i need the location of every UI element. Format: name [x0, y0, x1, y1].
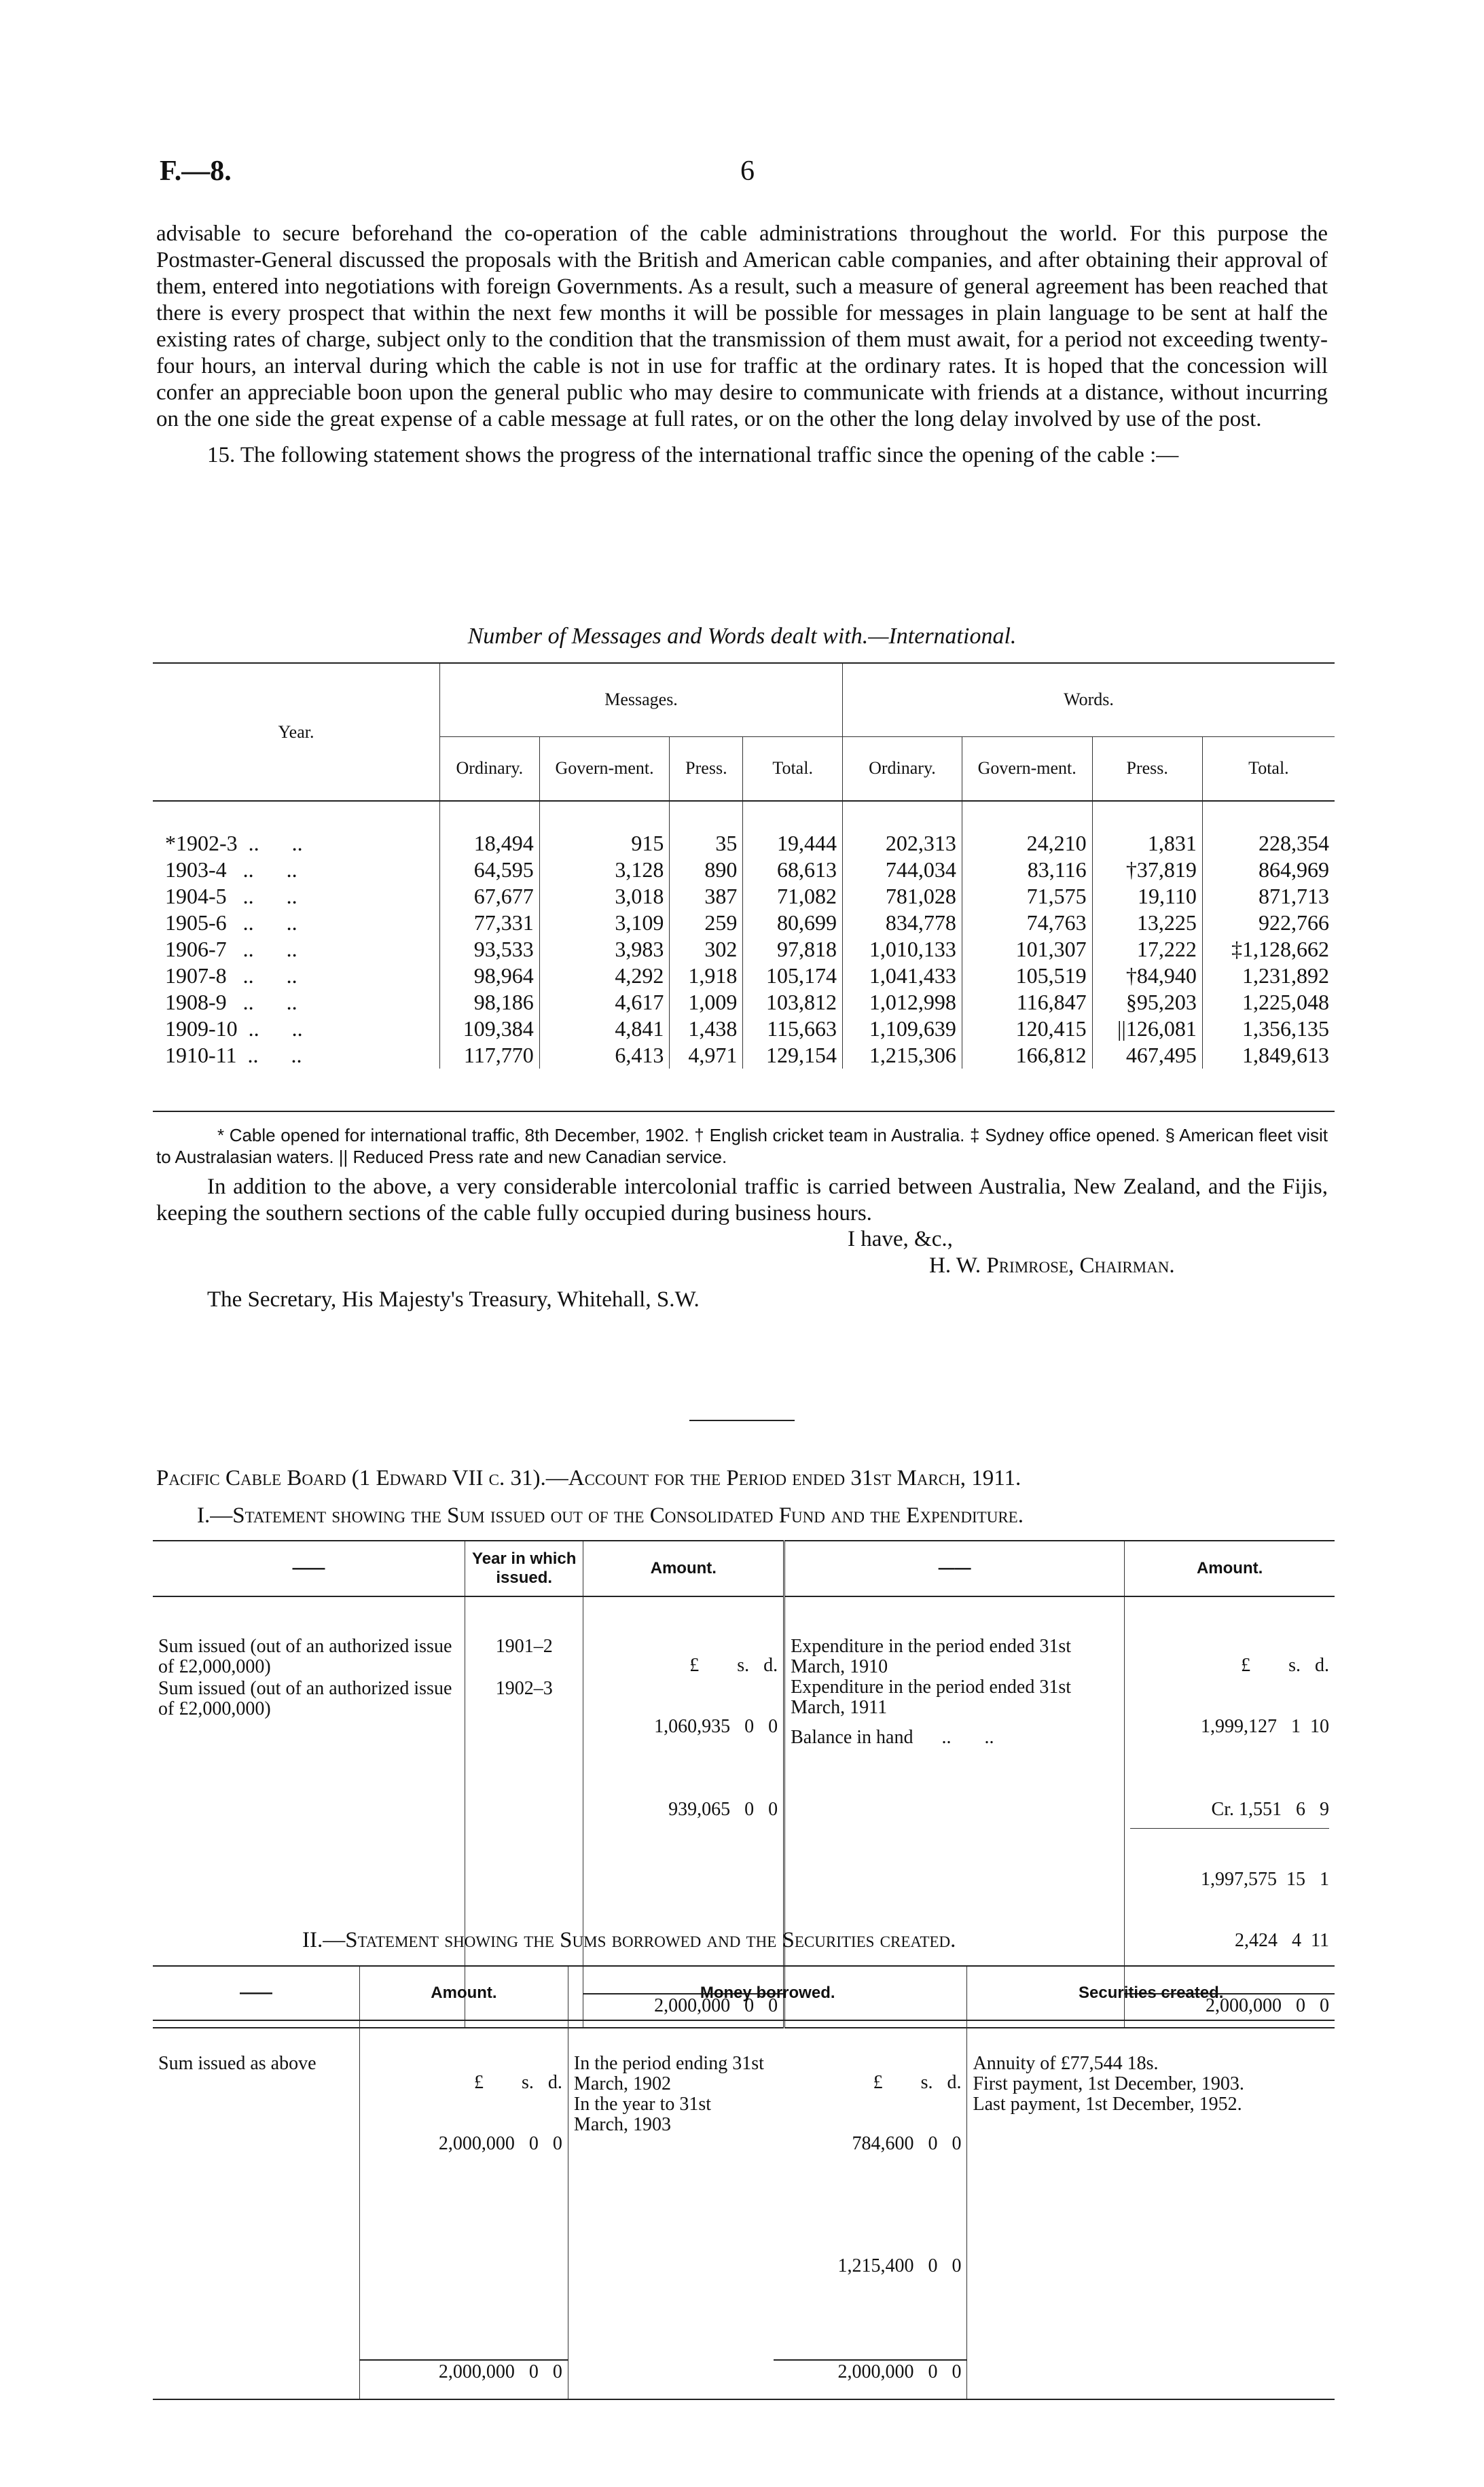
messages-cell: 1,009: [670, 989, 743, 1016]
words-cell: †37,819: [1092, 857, 1202, 883]
expenditure-amount: Cr. 1,551 6 9: [1130, 1800, 1329, 1829]
table-row: [153, 963, 1335, 989]
amount-header: Amount.: [359, 1966, 568, 2020]
issue-label: Sum issued (out of an authorized issue of £2,000,000): [158, 1636, 452, 1677]
words-cell: 834,778: [843, 910, 962, 936]
words-cell: 71,575: [962, 883, 1092, 910]
borrow-label: In the period ending 31st March, 1902: [573, 2053, 764, 2094]
table-caption: Number of Messages and Words dealt with.—International.: [467, 624, 1017, 649]
messages-cell: 35: [670, 801, 743, 857]
words-cell: 871,713: [1202, 883, 1335, 910]
messages-cell: 115,663: [743, 1016, 843, 1042]
words-cell: 781,028: [843, 883, 962, 910]
words-cell: 1,012,998: [843, 989, 962, 1016]
messages-cell: 4,292: [539, 963, 670, 989]
messages-cell: 1,438: [670, 1016, 743, 1042]
amount-header: Amount.: [1125, 1541, 1335, 1596]
messages-cell: 302: [670, 936, 743, 963]
table-bottom-rule: [153, 1111, 1335, 1112]
messages-cell: 71,082: [743, 883, 843, 910]
paragraph-continued: advisable to secure beforehand the co-operation of the cable administrations throughout the world. For this purpose the Postmaster-General discussed the proposals with the British and American cable companies, and after obtaining their approval of them, entered into negotiations with foreign Governments. As a result, such a measure of general agreement has been reached that there is every prospect that within the next few months it will be possible for messages in plain language to be sent at half the existing rates of charge, subject only to the condition that the transmission of them must await, for a period not exceeding twenty-four hours, an interval during which the cable is not in use for traffic at the ordinary rates. It is hoped that the concession will confer an appreciable boon upon the general public who may desire to communicate with friends at a distance, without incurring on the one side the great expense of a cable message at full rates, or on the other the long delay involved by use of the post.: [156, 221, 1328, 431]
table-row: [153, 910, 1335, 936]
messages-cell: 3,109: [539, 910, 670, 936]
issue-year: 1902–3: [495, 1678, 553, 1699]
statement-1-title: I.—Statement showing the Sum issued out of the Consolidated Fund and the Expenditure.: [197, 1503, 1024, 1528]
year-cell: 1908-9 .. ..: [165, 990, 297, 1014]
words-cell: †84,940: [1092, 963, 1202, 989]
page-number: 6: [740, 156, 755, 187]
table-row: [153, 1042, 1335, 1069]
year-cell: *1902-3 .. ..: [165, 831, 303, 855]
messages-cell: 3,128: [539, 857, 670, 883]
issue-amount: 939,065 0 0: [668, 1799, 778, 1820]
year-cell: 1910-11 .. ..: [165, 1043, 302, 1067]
subtotal-amount: 1,997,575 15 1: [1201, 1869, 1329, 1890]
addressee: The Secretary, His Majesty's Treasury, Whitehall, S.W.: [207, 1287, 700, 1312]
section-divider: [689, 1420, 795, 1421]
words-cell: 864,969: [1202, 857, 1335, 883]
borrow-amount: 1,215,400 0 0: [837, 2255, 962, 2276]
words-header: Words.: [843, 663, 1335, 736]
issue-year: 1901–2: [495, 1636, 553, 1657]
year-cell: 1903-4 .. ..: [165, 857, 297, 882]
words-cell: 83,116: [962, 857, 1092, 883]
sub-header: Govern-ment.: [962, 736, 1092, 801]
sub-header: Ordinary.: [440, 736, 540, 801]
words-cell: 24,210: [962, 801, 1092, 857]
sub-header: Total.: [743, 736, 843, 801]
right-total: 2,000,000 0 0: [1125, 1994, 1335, 2028]
row-label: Sum issued as above: [158, 2053, 316, 2074]
paragraph-15: 15. The following statement shows the progress of the international traffic since the opening of the cable :—: [207, 443, 1179, 467]
sub-header: Govern-ment.: [539, 736, 670, 801]
words-cell: ||126,081: [1092, 1016, 1202, 1042]
messages-cell: 4,841: [539, 1016, 670, 1042]
messages-cell: 4,617: [539, 989, 670, 1016]
words-cell: 1,215,306: [843, 1042, 962, 1069]
currency-header: £ s. d.: [689, 1655, 778, 1676]
messages-cell: 915: [539, 801, 670, 857]
i-have: I have, &c.,: [848, 1227, 953, 1251]
messages-header: Messages.: [440, 663, 843, 736]
words-cell: 17,222: [1092, 936, 1202, 963]
sub-header: Total.: [1202, 736, 1335, 801]
amount-header: Amount.: [583, 1541, 784, 1596]
table-row: [153, 936, 1335, 963]
table-row: [153, 989, 1335, 1016]
year-issued-header: Year in which issued.: [465, 1541, 583, 1596]
year-cell: 1909-10 .. ..: [165, 1016, 303, 1041]
words-cell: 1,831: [1092, 801, 1202, 857]
words-cell: 1,356,135: [1202, 1016, 1335, 1042]
year-cell: 1906-7 .. ..: [165, 937, 297, 961]
messages-cell: 3,018: [539, 883, 670, 910]
words-cell: 1,225,048: [1202, 989, 1335, 1016]
year-header: Year.: [278, 721, 314, 742]
dash-header: ——: [239, 1984, 272, 2002]
words-cell: 922,766: [1202, 910, 1335, 936]
borrow-label: In the year to 31st March, 1903: [573, 2094, 712, 2135]
words-cell: 166,812: [962, 1042, 1092, 1069]
securities-line: First payment, 1st December, 1903.: [973, 2073, 1244, 2094]
amount-value: 2,000,000 0 0: [438, 2133, 562, 2154]
expenditure-label: Expenditure in the period ended 31st March, 1910: [791, 1636, 1071, 1677]
international-traffic-table: [153, 662, 1335, 1069]
messages-cell: 1,918: [670, 963, 743, 989]
messages-cell: 103,812: [743, 989, 843, 1016]
balance-label: Balance in hand .. ..: [791, 1727, 994, 1748]
messages-cell: 97,818: [743, 936, 843, 963]
sub-header: Ordinary.: [843, 736, 962, 801]
expenditure-amount: 1,999,127 1 10: [1201, 1716, 1329, 1737]
words-cell: 202,313: [843, 801, 962, 857]
messages-cell: 129,154: [743, 1042, 843, 1069]
messages-cell: 77,331: [440, 910, 540, 936]
words-cell: 1,849,613: [1202, 1042, 1335, 1069]
statement-1-table: [153, 1540, 1335, 2028]
left-total: 2,000,000 0 0: [583, 1994, 784, 2028]
securities-line: Last payment, 1st December, 1952.: [973, 2094, 1242, 2115]
signature: H. W. Primrose, Chairman.: [929, 1253, 1175, 1278]
table-row: [153, 1016, 1335, 1042]
words-cell: ‡1,128,662: [1202, 936, 1335, 963]
currency-header: £ s. d.: [474, 2072, 562, 2093]
words-cell: 1,010,133: [843, 936, 962, 963]
expenditure-label: Expenditure in the period ended 31st March, 1911: [791, 1677, 1071, 1718]
messages-cell: 98,964: [440, 963, 540, 989]
messages-cell: 18,494: [440, 801, 540, 857]
dash-header: ——: [292, 1559, 325, 1577]
words-cell: 120,415: [962, 1016, 1092, 1042]
footnote-text: * Cable opened for international traffic, 8th December, 1902. † English cricket team in Australia. ‡ Sydney office opened. § American fleet visit to Australasian waters. || Reduced Press rate and new Canadian service.: [156, 1125, 1328, 1167]
money-borrowed-header: Money borrowed.: [568, 1966, 967, 2020]
words-cell: 1,231,892: [1202, 963, 1335, 989]
table-row: [153, 801, 1335, 857]
closing-text: In addition to the above, a very considerable intercolonial traffic is carried between Australia, New Zealand, and the Fijis, keeping the southern sections of the cable fully occupied during business hours.: [156, 1175, 1328, 1225]
year-cell: 1907-8 .. ..: [165, 963, 297, 988]
messages-cell: 387: [670, 883, 743, 910]
words-cell: 1,041,433: [843, 963, 962, 989]
borrow-amount: 784,600 0 0: [852, 2133, 962, 2154]
messages-cell: 6,413: [539, 1042, 670, 1069]
issue-amount: 1,060,935 0 0: [654, 1716, 778, 1737]
messages-cell: 3,983: [539, 936, 670, 963]
messages-cell: 4,971: [670, 1042, 743, 1069]
year-cell: 1904-5 .. ..: [165, 884, 297, 908]
words-cell: 74,763: [962, 910, 1092, 936]
messages-cell: 117,770: [440, 1042, 540, 1069]
sub-header: Press.: [670, 736, 743, 801]
footnote: [156, 1124, 1328, 1168]
intro-paragraph: [156, 221, 1328, 469]
document-reference: F.—8.: [160, 156, 232, 187]
balance-amount: 2,424 4 11: [1235, 1930, 1329, 1951]
messages-cell: 67,677: [440, 883, 540, 910]
currency-header: £ s. d.: [1241, 1655, 1329, 1676]
words-cell: 105,519: [962, 963, 1092, 989]
issue-label: Sum issued (out of an authorized issue of £2,000,000): [158, 1678, 452, 1719]
words-cell: 19,110: [1092, 883, 1202, 910]
messages-cell: 80,699: [743, 910, 843, 936]
dash-header: ——: [784, 1541, 1125, 1596]
words-cell: §95,203: [1092, 989, 1202, 1016]
messages-cell: 19,444: [743, 801, 843, 857]
messages-cell: 109,384: [440, 1016, 540, 1042]
year-cell: 1905-6 .. ..: [165, 910, 297, 935]
words-cell: 13,225: [1092, 910, 1202, 936]
messages-cell: 93,533: [440, 936, 540, 963]
sub-header: Press.: [1092, 736, 1202, 801]
messages-cell: 68,613: [743, 857, 843, 883]
words-cell: 101,307: [962, 936, 1092, 963]
table-row: [153, 857, 1335, 883]
statement-2-title: II.—Statement showing the Sums borrowed and the Securities created.: [302, 1928, 956, 1952]
messages-cell: 890: [670, 857, 743, 883]
securities-line: Annuity of £77,544 18s.: [973, 2053, 1159, 2074]
statement-2-table: [153, 1965, 1335, 2400]
amount-total: 2,000,000 0 0: [359, 2360, 568, 2399]
messages-cell: 259: [670, 910, 743, 936]
words-cell: 744,034: [843, 857, 962, 883]
messages-cell: 105,174: [743, 963, 843, 989]
currency-header: £ s. d.: [873, 2072, 962, 2093]
borrow-total: 2,000,000 0 0: [774, 2360, 967, 2399]
messages-cell: 64,595: [440, 857, 540, 883]
table-row: [153, 883, 1335, 910]
words-cell: 467,495: [1092, 1042, 1202, 1069]
account-heading: Pacific Cable Board (1 Edward VII c. 31).—Account for the Period ended 31st March, 1911.: [156, 1466, 1021, 1490]
closing-paragraph: [156, 1174, 1328, 1227]
words-cell: 1,109,639: [843, 1016, 962, 1042]
messages-cell: 98,186: [440, 989, 540, 1016]
words-cell: 228,354: [1202, 801, 1335, 857]
securities-header: Securities created.: [967, 1966, 1335, 2020]
words-cell: 116,847: [962, 989, 1092, 1016]
